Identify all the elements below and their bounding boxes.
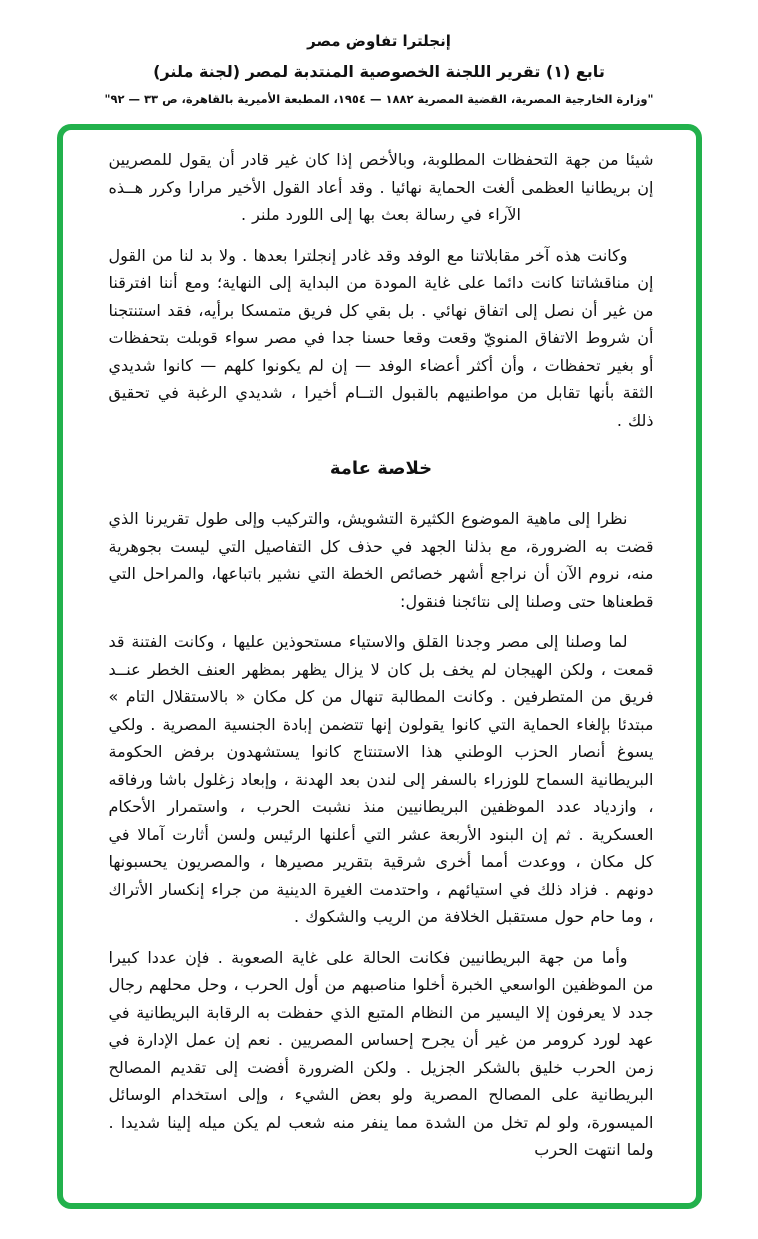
page-subtitle: تابع (١) تقرير اللجنة الخصوصية المنتدبة لمصر (لجنة ملنر) (153, 61, 605, 81)
paragraph-continuation: شيئا من جهة التحفظات المطلوبة، وبالأخص إذا كان غير قادر أن يقول للمصريين إن بريطانيا العظمى ألغت الحماية نهائيا . وقد أعاد القول الأخير مرارا وكرر هــذه الآراء في رسالة بعث بها إلى اللورد ملنر . (108, 150, 654, 225)
page-header (0, 30, 758, 108)
paragraph-delegation-meetings: وكانت هذه آخر مقابلاتنا مع الوفد وقد غادر إنجلترا بعدها . ولا بد لنا من القول إن مناقشاتنا كانت دائما على غاية المودة من البداية إلى النهاية؛ ومع أننا افترقنا من غير أن نصل إلى اتفاق نهائي . بل بقي كل فريق متمسكا برأيه، فقد استنتجنا أن شروط الاتفاق المنويّ وقعت وقعا حسنا جدا في مصر سواء قوبلت بتحفظات أو بغير تحفظات ، وأن أكثر أعضاء الوفد — إن لم يكونوا كلهم — كانوا شديدي الثقة بأنها تقابل من مواطنيهم بالقبول التــام أخيرا ، شديدي الرغبة في تحقيق ذلك . (108, 245, 654, 430)
paragraph-british-side: وأما من جهة البريطانيين فكانت الحالة على غاية الصعوبة . فإن عددا كبيرا من الموظفين الواسعي الخبرة أخلوا مناصبهم من أول الحرب ، وحل محلهم رجال جدد لا يعرفون إلا اليسير من النظام المتبع الذي حفظت به الرقابة البريطانية في عهد لورد كرومر من غير أن يجرح إحساس المصريين . نعم إن عمل الإدارة في زمن الحرب خليق بالشكر الجزيل . ولكن الضرورة أفضت إلى تقديم المصالح البريطانية على المصالح المصرية ولو بعض الشيء ، وإلى استخدام الوسائل الميسورة، ولو لم تخل من الشدة مما ينفر منه شعب لم يكن ميله إلينا شديدا . ولما انتهت الحرب (108, 947, 654, 1160)
section-heading: خلاصة عامة (329, 458, 433, 480)
paragraph-report-overview: نظرا إلى ماهية الموضوع الكثيرة التشويش، والتركيب وإلى طول تقريرنا الذي قضت به الضرورة، مع بذلنا الجهد في حذف كل التفاصيل التي ليست بجوهرية منه، نروم الآن أن نراجع أشهر خصائص الخطة التي نشير باتباعها، والمراحل التي قطعناها حتى وصلنا إلى نتائجنا فنقول: (108, 509, 654, 611)
content-frame (57, 124, 702, 1209)
paragraph-arrival-in-egypt: لما وصلنا إلى مصر وجدنا القلق والاستياء مستحوذين عليها ، وكانت الفتنة قد قمعت ، ولكن الهيجان لم يخف بل كان لا يزال يظهر بمظهر العنف الخطر عنــد فريق من المتطرفين . وكانت المطالبة تنهال من كل مكان « بالاستقلال التام » مبتدئا بإلغاء الحماية التي كانوا يقولون إنها تتضمن إبادة الجنسية المصرية . ولكي يسوغ أنصار الحزب الوطني هذا الاستنتاج كانوا يستشهدون برفض الحكومة البريطانية السماح للوزراء بالسفر إلى لندن بعد الهدنة ، وإبعاد زغلول باشا ورفاقه ، وازدياد عدد الموظفين البريطانيين منذ نشبت الحرب ، واستمرار الأحكام العسكرية . ثم إن البنود الأربعة عشر التي أعلنها الرئيس ولسن أثارت آمالا في كل مكان ، ووعدت أمما أخرى شرقية بتقرير مصيرها ، والمصريون يحسبونها دونهم . فزاد ذلك في استيائهم ، واحتدمت الغيرة الدينية من جراء إنكسار الأتراك ، وما حام حول مستقبل الخلافة من الريب والشكوك . (108, 632, 654, 927)
page-title: إنجلترا تفاوض مصر (307, 32, 451, 50)
source-citation: "وزارة الخارجية المصرية، القضية المصرية ١٨٨٢ — ١٩٥٤، المطبعة الأميرية بالقاهرة، ص ٣٣ — ٩٢" (104, 92, 654, 107)
